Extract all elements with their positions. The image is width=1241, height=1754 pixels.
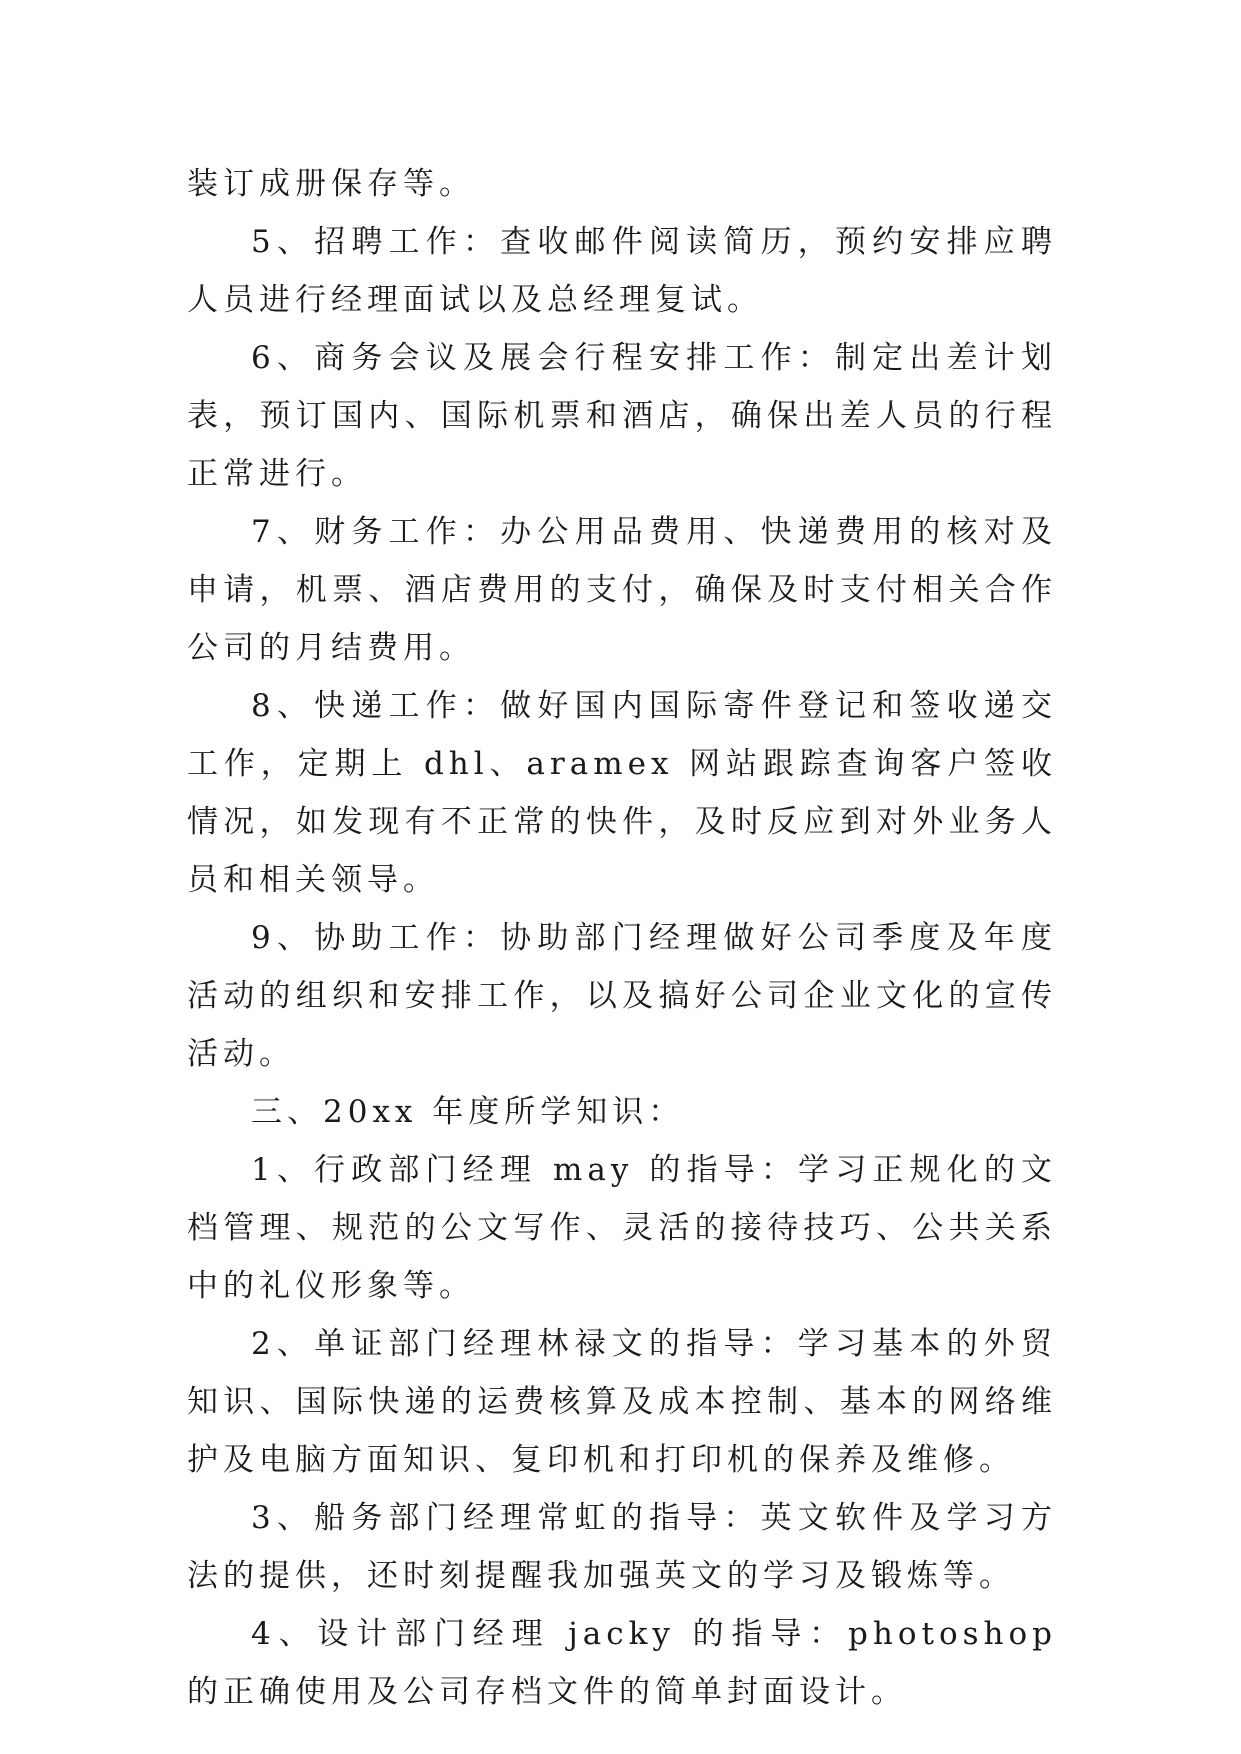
section-heading-knowledge: 三、20xx 年度所学知识：: [251, 1094, 685, 1130]
paragraph-continuation: 装订成册保存等。: [187, 166, 475, 202]
paragraph-item-6-business-travel: 6、商务会议及展会行程安排工作：制定出差计划表，预订国内、国际机票和酒店，确保出差人员的行程正常进行。: [187, 340, 1057, 492]
paragraph-knowledge-2-documents: 2、单证部门经理林禄文的指导：学习基本的外贸知识、国际快递的运费核算及成本控制、基本的网络维护及电脑方面知识、复印机和打印机的保养及维修。: [187, 1326, 1057, 1478]
paragraph-item-7-finance: 7、财务工作：办公用品费用、快递费用的核对及申请，机票、酒店费用的支付，确保及时支付相关合作公司的月结费用。: [187, 514, 1057, 666]
paragraph-item-9-assistance: 9、协助工作：协助部门经理做好公司季度及年度活动的组织和安排工作，以及搞好公司企业文化的宣传活动。: [187, 920, 1057, 1072]
document-body: [187, 155, 1057, 1721]
paragraph-item-5-recruitment: 5、招聘工作：查收邮件阅读简历，预约安排应聘人员进行经理面试以及总经理复试。: [187, 224, 1057, 318]
paragraph-knowledge-1-admin: 1、行政部门经理 may 的指导：学习正规化的文档管理、规范的公文写作、灵活的接待技巧、公共关系中的礼仪形象等。: [187, 1152, 1057, 1304]
paragraph-knowledge-3-shipping: 3、船务部门经理常虹的指导：英文软件及学习方法的提供，还时刻提醒我加强英文的学习及锻炼等。: [187, 1500, 1057, 1594]
paragraph-knowledge-4-design: 4、设计部门经理 jacky 的指导：photoshop 的正确使用及公司存档文件的简单封面设计。: [187, 1616, 1057, 1710]
paragraph-item-8-courier: 8、快递工作：做好国内国际寄件登记和签收递交工作，定期上 dhl、aramex 网站跟踪查询客户签收情况，如发现有不正常的快件，及时反应到对外业务人员和相关领导。: [187, 688, 1057, 898]
